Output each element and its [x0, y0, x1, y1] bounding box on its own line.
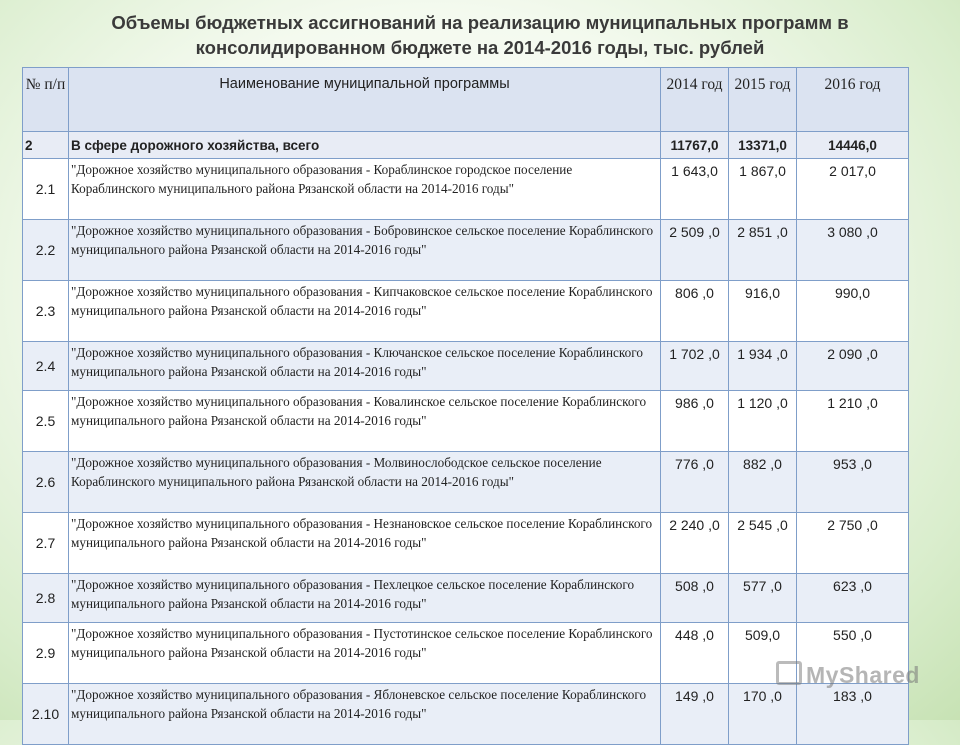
row-2016: 2 090 ,0 [797, 342, 909, 391]
header-program-name: Наименование муниципальной программы [69, 68, 661, 132]
total-name: В сфере дорожного хозяйства, всего [69, 132, 661, 159]
row-2014: 2 509 ,0 [661, 220, 729, 281]
table-row [23, 220, 909, 281]
total-2015: 13371,0 [729, 132, 797, 159]
row-2014: 1 702 ,0 [661, 342, 729, 391]
row-2015: 577 ,0 [729, 574, 797, 623]
row-program-name: "Дорожное хозяйство муниципального образования - Пустотинское сельское поселение Кораблинского муниципального района Рязанской области на 2014-2016 годы" [69, 623, 661, 684]
row-2016: 623 ,0 [797, 574, 909, 623]
row-2014: 2 240 ,0 [661, 513, 729, 574]
row-program-name: "Дорожное хозяйство муниципального образования - Ключанское сельское поселение Кораблинского муниципального района Рязанской области на 2014-2016 годы" [69, 342, 661, 391]
row-2016: 3 080 ,0 [797, 220, 909, 281]
row-number: 2.4 [23, 342, 69, 391]
title-line-2: консолидированном бюджете на 2014-2016 годы, тыс. рублей [195, 37, 765, 58]
row-number: 2.5 [23, 391, 69, 452]
table-header-row [23, 68, 909, 132]
table-row [23, 342, 909, 391]
row-2015: 509,0 [729, 623, 797, 684]
row-number: 2.2 [23, 220, 69, 281]
total-2016: 14446,0 [797, 132, 909, 159]
row-2015: 882 ,0 [729, 452, 797, 513]
row-2014: 806 ,0 [661, 281, 729, 342]
row-2015: 916,0 [729, 281, 797, 342]
header-2016: 2016 год [797, 68, 909, 132]
row-number: 2.1 [23, 159, 69, 220]
row-2014: 1 643,0 [661, 159, 729, 220]
title-line-1: Объемы бюджетных ассигнований на реализацию муниципальных программ в [111, 12, 849, 33]
row-2015: 1 934 ,0 [729, 342, 797, 391]
row-2016: 990,0 [797, 281, 909, 342]
header-number: № п/п [23, 68, 69, 132]
total-2014: 11767,0 [661, 132, 729, 159]
row-number: 2.9 [23, 623, 69, 684]
row-program-name: "Дорожное хозяйство муниципального образования - Бобровинское сельское поселение Кораблинского муниципального района Рязанской области на 2014-2016 годы" [69, 220, 661, 281]
row-2015: 170 ,0 [729, 684, 797, 745]
row-program-name: "Дорожное хозяйство муниципального образования - Пехлецкое сельское поселение Кораблинского муниципального района Рязанской области на 2014-2016 годы" [69, 574, 661, 623]
row-program-name: "Дорожное хозяйство муниципального образования - Кораблинское городское поселение Кораблинского муниципального района Рязанской области на 2014-2016 годы" [69, 159, 661, 220]
row-2015: 1 867,0 [729, 159, 797, 220]
row-number: 2.7 [23, 513, 69, 574]
row-2015: 1 120 ,0 [729, 391, 797, 452]
row-program-name: "Дорожное хозяйство муниципального образования - Молвинослободское сельское поселение Кораблинского муниципального района Рязанской области на 2014-2016 годы" [69, 452, 661, 513]
row-number: 2.10 [23, 684, 69, 745]
row-program-name: "Дорожное хозяйство муниципального образования - Яблоневское сельское поселение Кораблинского муниципального района Рязанской области на 2014-2016 годы" [69, 684, 661, 745]
header-2014: 2014 год [661, 68, 729, 132]
total-row [23, 132, 909, 159]
header-2015: 2015 год [729, 68, 797, 132]
watermark [776, 661, 920, 689]
watermark-text: MyShared [806, 662, 920, 688]
row-2016: 550 ,0 [797, 623, 909, 684]
table-row [23, 452, 909, 513]
budget-table [22, 67, 909, 745]
row-2014: 149 ,0 [661, 684, 729, 745]
row-2016: 2 017,0 [797, 159, 909, 220]
total-number: 2 [23, 132, 69, 159]
table-row [23, 391, 909, 452]
watermark-logo-icon [776, 661, 802, 685]
row-number: 2.6 [23, 452, 69, 513]
row-2015: 2 545 ,0 [729, 513, 797, 574]
page-title [0, 10, 960, 60]
row-program-name: "Дорожное хозяйство муниципального образования - Ковалинское сельское поселение Кораблинского муниципального района Рязанской области на 2014-2016 годы" [69, 391, 661, 452]
row-program-name: "Дорожное хозяйство муниципального образования - Незнановское сельское поселение Кораблинского муниципального района Рязанской области на 2014-2016 годы" [69, 513, 661, 574]
row-2016: 953 ,0 [797, 452, 909, 513]
row-2014: 448 ,0 [661, 623, 729, 684]
row-program-name: "Дорожное хозяйство муниципального образования - Кипчаковское сельское поселение Кораблинского муниципального района Рязанской области на 2014-2016 годы" [69, 281, 661, 342]
row-2014: 508 ,0 [661, 574, 729, 623]
row-number: 2.8 [23, 574, 69, 623]
row-2016: 2 750 ,0 [797, 513, 909, 574]
row-2014: 986 ,0 [661, 391, 729, 452]
row-2016: 1 210 ,0 [797, 391, 909, 452]
table-row [23, 574, 909, 623]
row-number: 2.3 [23, 281, 69, 342]
table-row [23, 281, 909, 342]
row-2016: 183 ,0 [797, 684, 909, 745]
table-row [23, 684, 909, 745]
table-row [23, 513, 909, 574]
row-2015: 2 851 ,0 [729, 220, 797, 281]
table-row [23, 159, 909, 220]
row-2014: 776 ,0 [661, 452, 729, 513]
